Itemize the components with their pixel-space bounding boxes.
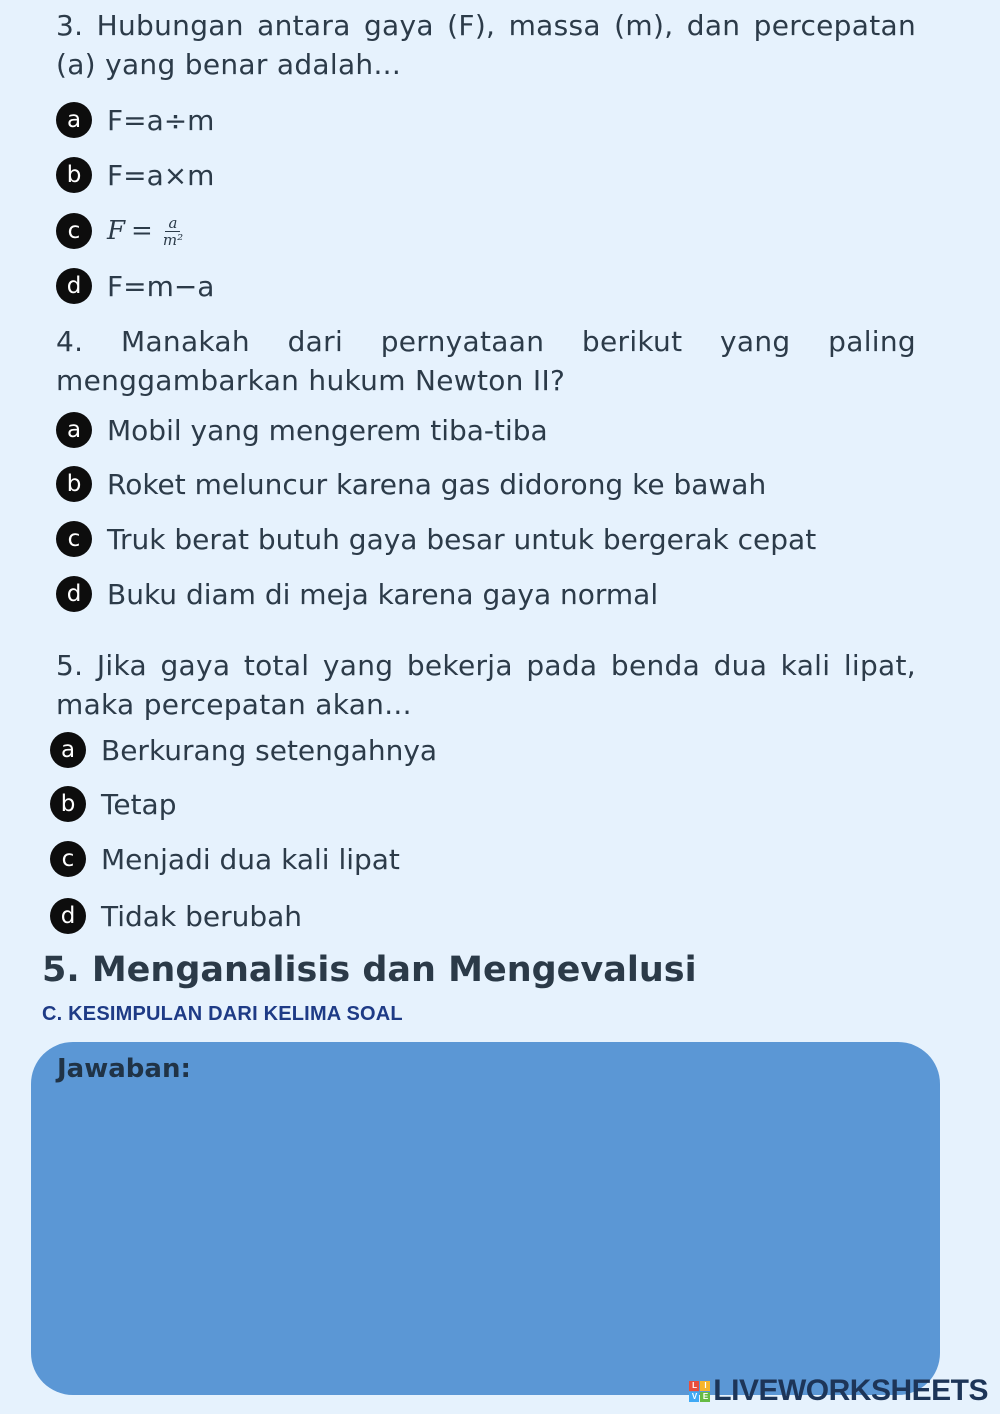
option-text: Truk berat butuh gaya besar untuk bergerak cepat — [107, 522, 817, 556]
q3-option-b[interactable] — [56, 155, 214, 195]
q5-option-a[interactable] — [50, 730, 437, 770]
option-letter-badge: a — [50, 732, 86, 768]
q4-option-b[interactable] — [56, 464, 766, 504]
option-text: Tetap — [101, 787, 177, 821]
q3-option-c[interactable] — [56, 211, 183, 251]
q4-option-c[interactable] — [56, 519, 816, 559]
q3-option-d[interactable] — [56, 266, 214, 306]
section-subtitle: C. KESIMPULAN DARI KELIMA SOAL — [42, 1003, 403, 1025]
q4-option-d[interactable] — [56, 574, 658, 614]
answer-input[interactable] — [57, 1102, 911, 1376]
formula-lhs: F — [107, 216, 126, 246]
fraction-numerator: a — [165, 215, 180, 232]
brand-name: LIVEWORKSHEETS — [713, 1374, 988, 1407]
fraction-denominator: m² — [162, 230, 184, 249]
question-3-text: 3. Hubungan antara gaya (F), massa (m), dan percepatan (a) yang benar adalah... — [56, 9, 916, 81]
option-text: Buku diam di meja karena gaya normal — [107, 577, 659, 611]
option-letter-badge: b — [50, 786, 86, 822]
section-title: 5. Menganalisis dan Mengevalusi — [42, 950, 697, 990]
option-text: Tidak berubah — [101, 899, 303, 933]
option-text: Roket meluncur karena gas didorong ke bawah — [107, 467, 767, 501]
option-letter-badge: a — [56, 102, 92, 138]
option-letter-badge: b — [56, 466, 92, 502]
liveworksheets-logo-icon — [689, 1381, 710, 1402]
option-text: Mobil yang mengerem tiba-tiba — [107, 413, 548, 447]
option-letter-badge: d — [56, 576, 92, 612]
option-text: Menjadi dua kali lipat — [101, 842, 400, 876]
option-letter-badge: c — [56, 521, 92, 557]
option-text: F=a×m — [107, 158, 215, 192]
question-4-text: 4. Manakah dari pernyataan berikut yang paling menggambarkan hukum Newton II? — [56, 325, 916, 397]
option-letter-badge: d — [56, 268, 92, 304]
liveworksheets-brand — [689, 1374, 988, 1408]
logo-letter: I — [700, 1381, 710, 1391]
q5-option-d[interactable] — [50, 896, 302, 936]
logo-letter: L — [689, 1381, 699, 1391]
option-letter-badge: c — [56, 213, 92, 249]
question-5-text: 5. Jika gaya total yang bekerja pada benda dua kali lipat, maka percepatan akan... — [56, 649, 916, 721]
q5-option-b[interactable] — [50, 784, 176, 824]
option-letter-badge: a — [56, 412, 92, 448]
option-text: F=a÷m — [107, 103, 215, 137]
answer-label: Jawaban: — [57, 1054, 191, 1084]
logo-letter: E — [700, 1392, 710, 1402]
option-letter-badge: c — [50, 841, 86, 877]
q4-option-a[interactable] — [56, 410, 548, 450]
q3-option-a[interactable] — [56, 100, 214, 140]
option-text: Berkurang setengahnya — [101, 733, 438, 767]
option-text: F=m−a — [107, 269, 215, 303]
option-letter-badge: b — [56, 157, 92, 193]
logo-letter: V — [689, 1392, 699, 1402]
fraction — [163, 215, 183, 248]
answer-box — [31, 1042, 940, 1395]
formula-equals: = — [131, 216, 153, 246]
option-letter-badge: d — [50, 898, 86, 934]
q5-option-c[interactable] — [50, 839, 400, 879]
